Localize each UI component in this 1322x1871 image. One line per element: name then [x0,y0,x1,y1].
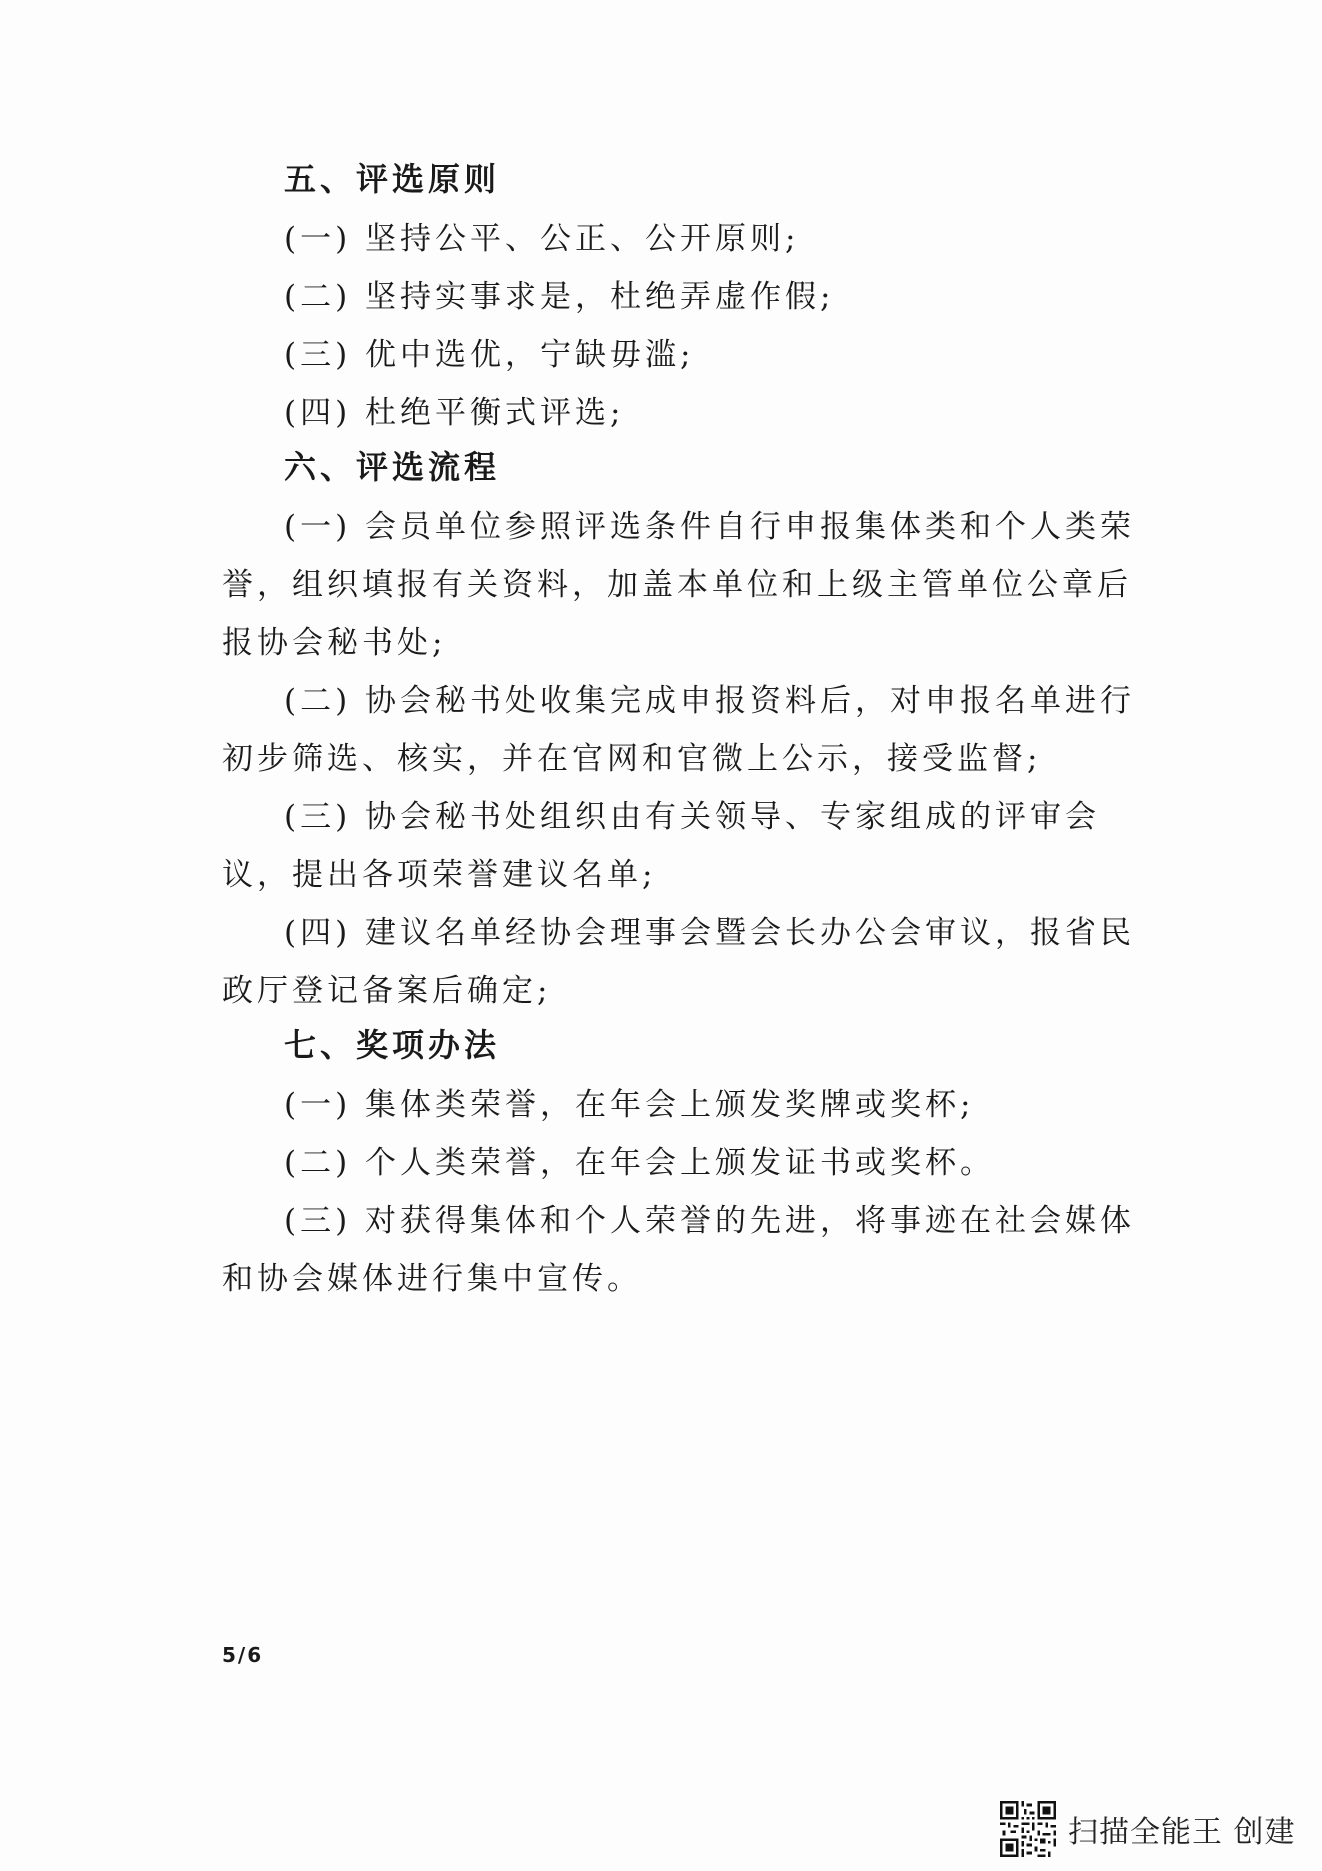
process-item: (三) 协会秘书处组织由有关领导、专家组成的评审会议，提出各项荣誉建议名单; [222,799,1101,893]
document-body [222,154,1147,1308]
section-heading-evaluation-process: 六、评选流程 [284,448,501,486]
process-item: (二) 协会秘书处收集完成申报资料后，对申报名单进行初步筛选、核实，并在官网和官微上公示，接受监督; [222,683,1136,777]
principle-item: (二) 坚持实事求是，杜绝弄虚作假; [284,279,835,315]
principle-item: (三) 优中选优，宁缺毋滥; [284,337,695,373]
principle-item: (四) 杜绝平衡式评选; [284,395,625,431]
award-item: (三) 对获得集体和个人荣誉的先进，将事迹在社会媒体和协会媒体进行集中宣传。 [222,1203,1136,1297]
section-heading-award-methods: 七、奖项办法 [284,1026,501,1064]
scanner-watermark [1000,1801,1296,1857]
qr-code-icon [1000,1801,1056,1857]
page-number: 5/6 [222,1643,264,1667]
principle-item: (一) 坚持公平、公正、公开原则; [284,221,800,257]
watermark-text: 扫描全能王 创建 [1068,1815,1296,1850]
process-item: (四) 建议名单经协会理事会暨会长办公会审议，报省民政厅登记备案后确定; [222,915,1136,1009]
process-item: (一) 会员单位参照评选条件自行申报集体类和个人类荣誉，组织填报有关资料，加盖本单位和上级主管单位公章后报协会秘书处; [222,509,1136,661]
section-heading-evaluation-principles: 五、评选原则 [284,160,501,198]
award-item: (二) 个人类荣誉，在年会上颁发证书或奖杯。 [284,1145,996,1181]
award-item: (一) 集体类荣誉，在年会上颁发奖牌或奖杯; [284,1087,975,1123]
